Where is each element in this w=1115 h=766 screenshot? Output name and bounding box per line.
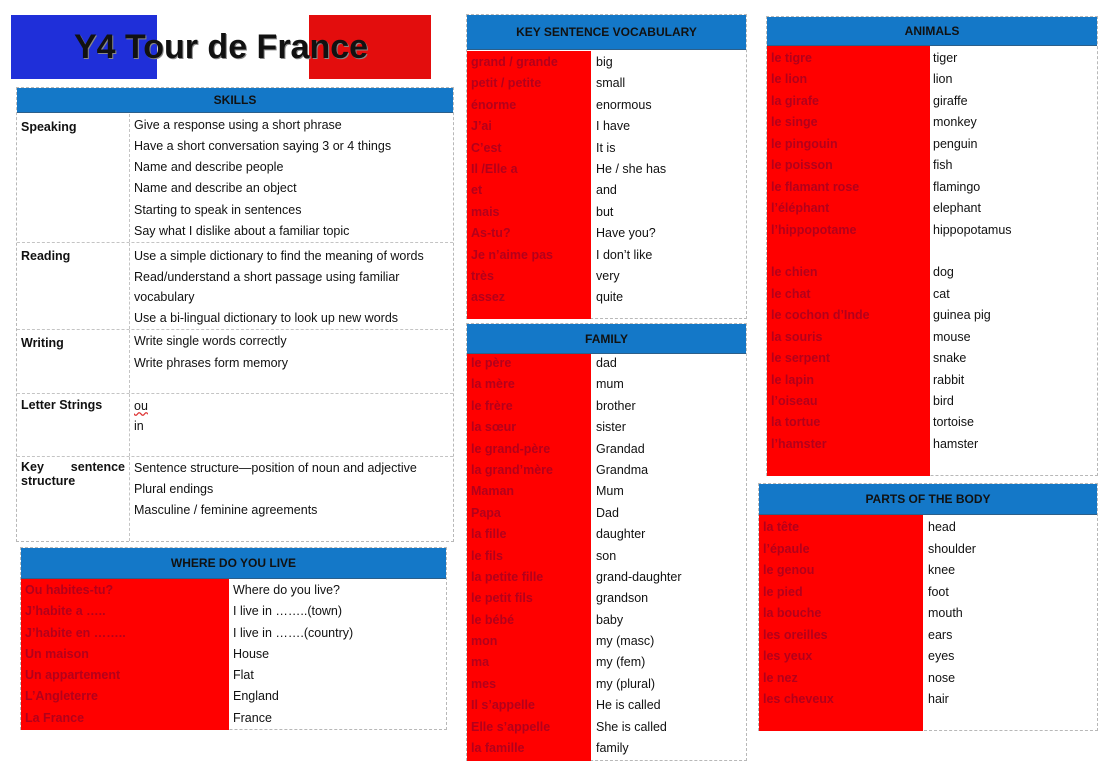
french-word: très [471,268,494,283]
skill-item: Give a response using a short phrase [134,118,342,132]
key-vocab-list [467,52,746,309]
skill-item: Use a simple dictionary to find the meaning of words [134,249,424,263]
english-word: dad [596,356,617,370]
french-word: le lion [771,72,808,87]
english-word: fish [933,158,953,173]
skill-label: Key sentence structure [21,460,125,488]
vocab-row [467,116,746,137]
english-word: but [596,204,614,219]
english-word: sister [596,420,626,435]
vocab-row [467,266,746,287]
vocab-row [467,610,746,631]
vocab-row [467,738,746,759]
skill-item: Name and describe an object [134,181,297,195]
vocab-row [467,588,746,609]
french-word: grand / grande [471,55,558,69]
vocab-row [767,198,1097,219]
english-word: head [928,520,956,534]
vocab-row [467,287,746,308]
vocab-row [467,202,746,223]
vocab-row [467,159,746,180]
english-word: snake [933,351,967,366]
vocab-row [21,623,446,644]
where-header: WHERE DO YOU LIVE [21,548,446,579]
english-word: elephant [933,201,981,216]
english-word: dog [933,265,954,280]
english-word: He is called [596,698,661,713]
vocab-row [467,353,746,374]
french-word: assez [471,290,506,305]
vocab-row [767,305,1097,326]
vocab-row [21,686,446,707]
vocab-row [467,417,746,438]
english-word: and [596,183,617,198]
family-header: FAMILY [467,324,746,354]
french-word: As-tu? [471,226,511,241]
english-word: He / she has [596,161,667,176]
vocab-row [467,95,746,116]
english-word: shoulder [928,541,976,556]
english-word: guinea pig [933,308,991,323]
french-word: le frère [471,398,513,413]
english-word: I live in ……..(town) [233,604,343,619]
french-word: Je n’aime pas [471,247,553,262]
english-word: Have you? [596,226,656,241]
french-word: le chat [771,286,811,301]
french-word: la tête [763,520,800,534]
french-word: l’hamster [771,436,827,451]
vocab-row [767,241,1097,262]
skills-header: SKILLS [17,88,453,113]
french-word: l’éléphant [771,201,830,216]
english-word: hamster [933,436,979,451]
french-word: la tortue [771,415,821,430]
french-word: énorme [471,97,517,112]
french-word: petit / petite [471,76,542,91]
french-word: le chien [771,265,818,280]
french-word: la fille [471,527,507,542]
french-word: le tigre [771,51,812,65]
skill-item: Write single words correctly [134,334,287,348]
english-word: nose [928,670,956,685]
english-word: rabbit [933,372,965,387]
french-word: Il /Elle a [471,161,518,176]
vocab-row [467,546,746,567]
skills-row-speaking [17,114,453,243]
french-word: l’épaule [763,541,810,556]
english-word: England [233,689,279,704]
vocab-row [467,652,746,673]
page-title: Y4 Tour de France [73,27,369,66]
vocab-row [767,91,1097,112]
french-word: J’ai [471,119,492,134]
english-word: my (masc) [596,634,655,649]
skill-label: Writing [21,336,64,350]
english-word: I live in …….(country) [233,625,354,640]
english-word: hair [928,692,949,706]
french-word: les cheveux [763,692,834,706]
english-word: knee [928,563,956,577]
english-word: very [596,268,620,283]
french-word: Ou habites-tu? [25,583,114,597]
skill-label: Letter Strings [21,398,103,412]
french-word: les oreilles [763,627,828,642]
vocab-row [467,223,746,244]
english-word: lion [933,72,953,87]
animals-list [767,48,1097,455]
vocab-row [767,155,1097,176]
vocab-row [467,245,746,266]
skill-item: Plural endings [134,482,214,496]
skill-item: Write phrases form memory [134,356,288,370]
divider [129,394,130,456]
vocab-row [759,582,1097,604]
english-word: quite [596,290,624,305]
english-word: penguin [933,136,978,151]
french-word: la mère [471,377,515,392]
english-word: family [596,741,629,756]
english-word: grand-daughter [596,569,682,584]
vocab-row [467,52,746,73]
english-word: eyes [928,649,955,663]
english-word: mouse [933,329,971,344]
french-word: La France [25,710,85,725]
english-word: mum [596,377,624,392]
english-word: tortoise [933,415,974,430]
english-word: hippopotamus [933,222,1012,237]
french-word: le fils [471,548,503,563]
french-word: Elle s’appelle [471,719,551,734]
body-header: PARTS OF THE BODY [759,484,1097,515]
vocab-row [759,560,1097,582]
english-word: France [233,710,272,725]
vocab-row [759,517,1097,539]
vocab-row [759,539,1097,561]
vocab-row [21,644,446,665]
french-word: le genou [763,563,815,577]
english-word: my (plural) [596,676,656,691]
vocab-row [767,327,1097,348]
french-word: l’hippopotame [771,222,857,237]
english-word: foot [928,584,949,599]
english-word: monkey [933,115,977,130]
french-word: le grand-père [471,441,551,456]
where-list [21,580,446,729]
french-word: la bouche [763,606,822,620]
french-word: la souris [771,329,823,344]
french-word: mes [471,676,497,691]
french-word: mais [471,204,500,219]
english-word: House [233,646,270,661]
english-word: Flat [233,668,254,683]
french-word: le père [471,356,512,370]
vocab-row [767,48,1097,69]
vocab-row [467,460,746,481]
english-word: Dad [596,505,619,520]
vocab-row [467,567,746,588]
skills-row-writing [17,330,453,394]
english-word: She is called [596,719,667,734]
vocab-row [767,370,1097,391]
skill-item: Sentence structure—position of noun and adjective [134,461,417,475]
french-word: Papa [471,505,501,520]
english-word: ears [928,627,953,642]
french-word: la grand’mère [471,462,553,477]
french-word: Un appartement [25,668,121,683]
english-word: grandson [596,591,649,606]
vocab-row [21,665,446,686]
english-word: mouth [928,606,963,620]
divider [129,457,130,541]
french-word: mon [471,634,498,649]
french-word: le petit fils [471,591,533,606]
english-word: bird [933,394,954,408]
key-vocab-panel [466,14,747,319]
skill-item: Say what I dislike about a familiar topic [134,224,350,238]
skill-item: Have a short conversation saying 3 or 4 things [134,139,392,153]
vocab-row [467,481,746,502]
english-word: I have [596,119,631,134]
english-word: Grandma [596,462,649,477]
vocab-row [767,284,1097,305]
english-word: tiger [933,51,958,65]
french-word: le pied [763,584,803,599]
vocab-row [767,262,1097,283]
french-word: la famille [471,741,525,756]
english-word: Mum [596,484,624,499]
english-word: cat [933,286,950,301]
skill-item: ou [134,399,148,413]
vocab-row [467,717,746,738]
body-list [759,517,1097,711]
french-word: Il s’appelle [471,698,535,713]
english-word: baby [596,612,624,627]
french-word: J’habite a ….. [25,604,106,619]
vocab-row [767,412,1097,433]
vocab-row [759,625,1097,647]
vocab-row [21,580,446,601]
french-word: Un maison [25,646,89,661]
vocab-row [467,631,746,652]
french-word: le flamant rose [771,179,860,194]
french-word: la sœur [471,420,517,435]
animals-header: ANIMALS [767,17,1097,46]
vocab-row [767,134,1097,155]
skill-item: Use a bi-lingual dictionary to look up new words [134,311,399,325]
skill-item: Read/understand a short passage using familiar vocabulary [134,270,400,304]
french-word: les yeux [763,649,813,663]
vocab-row [767,112,1097,133]
vocab-row [21,601,446,622]
english-word: small [596,76,626,91]
body-panel [758,483,1098,731]
where-panel [20,547,447,730]
skill-label: Reading [21,249,71,263]
vocab-row [767,177,1097,198]
skill-item: Masculine / feminine agreements [134,503,318,517]
french-word: J’habite en …….. [25,625,126,640]
french-word: C’est [471,140,502,155]
vocab-row [467,138,746,159]
vocab-row [467,396,746,417]
family-panel [466,323,747,761]
english-word: big [596,55,613,69]
french-word: le cochon d’Inde [771,308,870,323]
divider [129,330,130,393]
french-word: L’Angleterre [25,689,98,704]
skills-row-reading [17,243,453,330]
vocab-row [467,180,746,201]
skill-item: Name and describe people [134,160,284,174]
vocab-row [21,708,446,729]
french-word: le nez [763,670,798,685]
english-word: I don’t like [596,247,653,262]
french-word: le lapin [771,372,815,387]
english-word: daughter [596,527,646,542]
divider [129,243,130,329]
vocab-row [767,348,1097,369]
key-vocab-header: KEY SENTENCE VOCABULARY [467,15,746,50]
english-word: It is [596,140,616,155]
vocab-row [467,674,746,695]
animals-panel [766,16,1098,476]
divider [129,114,130,242]
english-word: Grandad [596,441,645,456]
vocab-row [467,374,746,395]
vocab-row [467,695,746,716]
french-word: et [471,183,483,198]
skill-item: in [134,419,144,433]
skills-panel [16,87,454,542]
vocab-row [467,73,746,94]
french-word: Maman [471,484,515,499]
vocab-row [767,220,1097,241]
family-list [467,353,746,759]
vocab-row [767,434,1097,455]
vocab-row [767,391,1097,412]
french-word: le bébé [471,612,515,627]
french-word: la petite fille [471,569,544,584]
french-word: le serpent [771,351,831,366]
english-word: my (fem) [596,655,646,670]
french-word: le singe [771,115,818,130]
vocab-row [759,689,1097,711]
english-word: son [596,548,617,563]
vocab-row [467,524,746,545]
french-word: l’oiseau [771,394,818,408]
english-word: flamingo [933,179,981,194]
vocab-row [467,439,746,460]
skill-item: Starting to speak in sentences [134,203,302,217]
vocab-row [759,646,1097,668]
skills-row-letter-strings [17,394,453,457]
english-word: Where do you live? [233,583,341,597]
english-word: enormous [596,97,652,112]
english-word: giraffe [933,93,968,108]
french-word: la girafe [771,93,819,108]
skill-label: Speaking [21,120,77,134]
vocab-row [467,503,746,524]
french-word: le poisson [771,158,833,173]
vocab-row [759,668,1097,690]
french-word: le pingouin [771,136,838,151]
french-word: ma [471,655,490,670]
vocab-row [759,603,1097,625]
english-word: brother [596,398,636,413]
vocab-row [767,69,1097,90]
skills-row-key-sentence-structure [17,457,453,541]
